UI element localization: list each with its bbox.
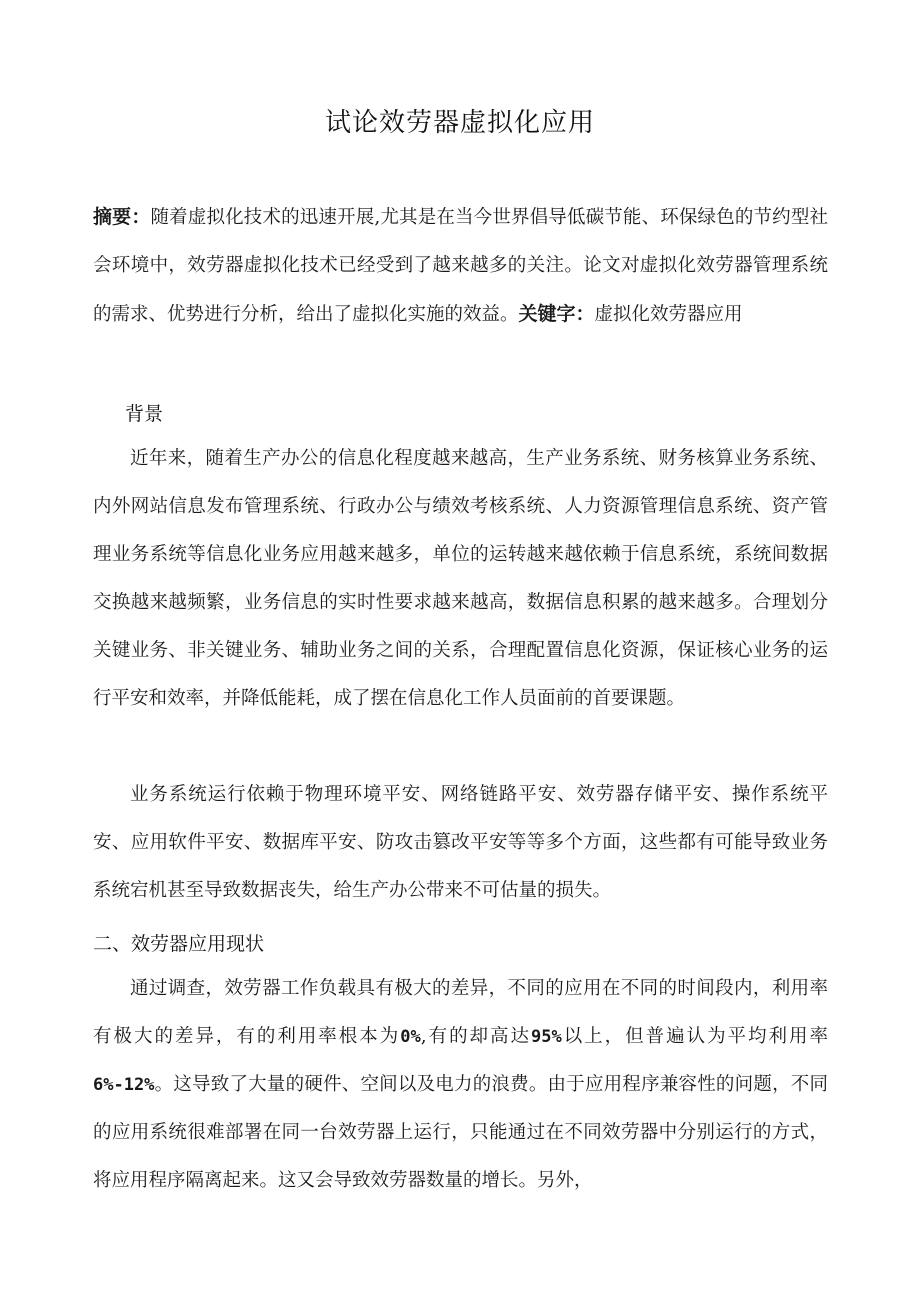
section-2-text-2: ,有的却高达 [420,1026,531,1047]
value-zero-percent: 0% [400,1027,421,1047]
background-paragraph-2: 业务系统运行依赖于物理环境平安、网络链路平安、效劳器存储平安、操作系统平安、应用软件平安、数据库平安、防攻击篡改平安等等多个方面，这些都有可能导致业务系统宕机甚至导致数据丧失，给生产办公带来不可估量的损失。 [93,784,828,901]
keywords-label: 关键字： [518,303,595,325]
keywords-text: 虚拟化效劳器应用 [594,304,743,325]
background-paragraph-1: 近年来，随着生产办公的信息化程度越来越高，生产业务系统、财务核算业务系统、内外网站信息发布管理系统、行政办公与绩效考核系统、人力资源管理信息系统、资产管理业务系统等信息化业务应用越来越多，单位的运转越来越依赖于信息系统，系统间数据交换越来越频繁，业务信息的实时性要求越来越高，数据信息积累的越来越多。合理划分关键业务、非关键业务、辅助业务之间的关系，合理配置信息化资源，保证核心业务的运行平安和效率，并降低能耗，成了摆在信息化工作人员面前的首要课题。 [93,448,828,709]
document-title: 试论效劳器虚拟化应用 [324,108,595,138]
value-avg-utilization: 6%-12% [93,1075,155,1095]
abstract-label: 摘要： [93,206,151,228]
section-heading-2: 二、效劳器应用现状 [93,933,265,955]
abstract-text: 随着虚拟化技术的迅速开展,尤其是在当今世界倡导低碳节能、环保绿色的节约型社会环境中，效劳器虚拟化技术已经受到了越来越多的关注。论文对虚拟化效劳器管理系统的需求、优势进行分析，给出了虚拟化实施的效益。 [93,207,828,325]
section-2-text-3: 以上，但普遍认为平均利用率 [561,1026,828,1047]
value-95-percent: 95% [531,1027,562,1047]
section-2-paragraph [93,965,828,1205]
section-heading-background: 背景 [125,403,164,425]
section-2-text-1: 通过调查，效劳器工作负载具有极大的差异，不同的应用在不同的时间段内，利用率有极大的差异，有的利用率根本为 [93,978,828,1047]
section-2-text-4: 。这导致了大量的硬件、空间以及电力的浪费。由于应用程序兼容性的问题，不同的应用系统很难部署在同一台效劳器上运行，只能通过在不同效劳器中分别运行的方式，将应用程序隔离起来。这又会导致效劳器数量的增长。另外， [93,1074,828,1191]
abstract-paragraph [93,193,828,339]
